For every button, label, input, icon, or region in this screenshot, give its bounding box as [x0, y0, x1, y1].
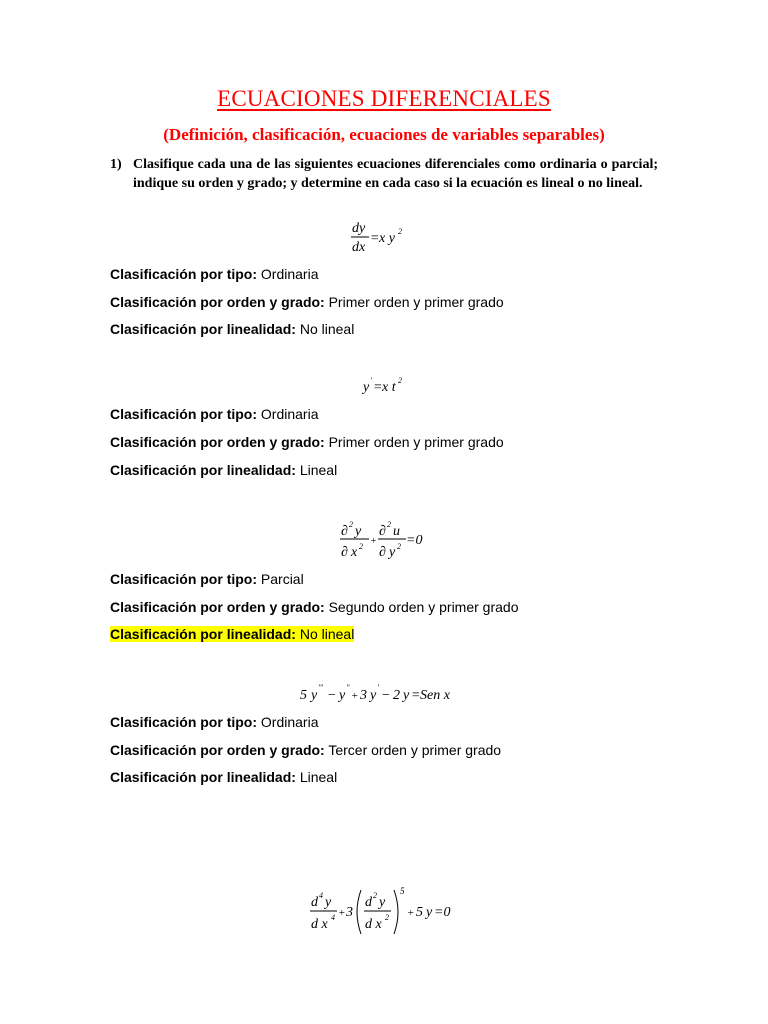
svg-text:2: 2 — [398, 227, 402, 236]
svg-text:+: + — [370, 536, 377, 547]
svg-text:d x: d x — [365, 917, 382, 932]
svg-text:'': '' — [345, 683, 349, 692]
tipo-value: Ordinaria — [260, 266, 319, 282]
linealidad-value: Lineal — [299, 769, 338, 785]
svg-text:y: y — [402, 688, 409, 703]
item-3-linealidad-highlighted — [110, 626, 354, 642]
tipo-value: Parcial — [260, 571, 304, 587]
equation-3-formula — [339, 518, 429, 564]
item-4-orden — [110, 742, 501, 758]
svg-text:2: 2 — [373, 891, 377, 900]
svg-text:5: 5 — [416, 905, 423, 920]
page-subtitle: (Definición, clasificación, ecuaciones de variables separables) — [163, 125, 605, 144]
tipo-value: Ordinaria — [260, 406, 319, 422]
svg-text:y: y — [369, 688, 376, 703]
svg-text:2: 2 — [359, 542, 363, 551]
svg-text:u: u — [393, 524, 400, 539]
item-2-tipo — [110, 406, 319, 422]
svg-text:2: 2 — [385, 913, 389, 922]
orden-value: Tercer orden y primer grado — [328, 742, 502, 758]
svg-text:5: 5 — [400, 886, 405, 896]
svg-text:d: d — [365, 895, 372, 910]
svg-text:d x: d x — [311, 917, 328, 932]
svg-text:y: y — [325, 895, 332, 910]
item-4-linealidad — [110, 769, 337, 785]
equation-4 — [0, 682, 768, 706]
linealidad-label: Clasificación por linealidad: — [110, 769, 296, 785]
svg-text:y: y — [355, 524, 362, 539]
svg-text:x: x — [351, 545, 358, 560]
svg-text:3: 3 — [359, 688, 367, 703]
svg-text:y: y — [363, 380, 370, 395]
svg-text:∂: ∂ — [379, 545, 386, 560]
svg-text:+: + — [350, 690, 358, 702]
equation-5 — [0, 886, 768, 938]
svg-text:4: 4 — [331, 913, 335, 922]
equation-2 — [0, 376, 768, 398]
item-2-linealidad — [110, 462, 337, 478]
svg-text:dx: dx — [352, 240, 366, 255]
item-1-orden — [110, 294, 504, 310]
linealidad-label: Clasificación por linealidad: — [110, 321, 296, 337]
tipo-label: Clasificación por tipo: — [110, 714, 258, 730]
page-title: ECUACIONES DIFERENCIALES — [217, 86, 551, 111]
svg-text:2: 2 — [349, 520, 353, 529]
equation-2-formula — [359, 376, 409, 398]
orden-label: Clasificación por orden y grado: — [110, 434, 325, 450]
equation-5-formula — [309, 886, 459, 938]
svg-text:dy: dy — [352, 221, 366, 236]
tipo-label: Clasificación por tipo: — [110, 571, 258, 587]
question-1 — [110, 156, 658, 193]
linealidad-label: Clasificación por linealidad: — [110, 626, 296, 642]
svg-text:=0: =0 — [434, 905, 451, 920]
svg-text:x y: x y — [379, 231, 395, 246]
item-1-tipo — [110, 266, 319, 282]
linealidad-value: No lineal — [299, 626, 355, 642]
orden-label: Clasificación por orden y grado: — [110, 599, 325, 615]
svg-text:y: y — [426, 905, 433, 920]
svg-text:4: 4 — [319, 891, 323, 900]
orden-value: Primer orden y primer grado — [328, 294, 504, 310]
svg-text:2: 2 — [397, 542, 401, 551]
svg-text:y: y — [379, 895, 386, 910]
item-2-orden — [110, 434, 504, 450]
item-1-linealidad — [110, 321, 354, 337]
equation-3 — [0, 518, 768, 564]
svg-text:2: 2 — [398, 376, 402, 385]
svg-text:y: y — [310, 688, 317, 703]
svg-text:y: y — [338, 688, 345, 703]
svg-text:=: = — [410, 688, 420, 703]
svg-text:': ' — [370, 376, 372, 385]
item-4-tipo — [110, 714, 319, 730]
svg-text:=0: =0 — [406, 533, 423, 548]
svg-text:': ' — [376, 683, 379, 692]
svg-text:2: 2 — [392, 688, 400, 703]
orden-value: Primer orden y primer grado — [328, 434, 504, 450]
svg-text:y: y — [389, 545, 396, 560]
svg-text:3: 3 — [346, 905, 353, 920]
question-text: Clasifique cada una de las siguientes ecuaciones diferenciales como ordinaria o parcial; indique su orden y grado; y determine en cada caso si la ecuación es lineal o no lineal. — [133, 157, 658, 191]
item-3-orden — [110, 599, 519, 615]
svg-text:Sen x: Sen x — [419, 688, 450, 703]
orden-label: Clasificación por orden y grado: — [110, 294, 325, 310]
svg-text:+: + — [407, 907, 415, 919]
svg-text:2: 2 — [387, 520, 391, 529]
item-3-tipo — [110, 571, 304, 587]
linealidad-value: Lineal — [299, 462, 338, 478]
svg-text:d: d — [311, 895, 318, 910]
tipo-label: Clasificación por tipo: — [110, 406, 258, 422]
svg-text:∂: ∂ — [341, 545, 348, 560]
svg-text:∂: ∂ — [379, 524, 386, 539]
equation-1 — [0, 220, 768, 256]
tipo-value: Ordinaria — [260, 714, 319, 730]
equation-4-formula — [297, 682, 472, 706]
svg-text:x t: x t — [382, 380, 396, 395]
svg-text:''': ''' — [317, 683, 323, 692]
svg-text:−: − — [326, 688, 336, 703]
svg-text:−: − — [380, 688, 390, 703]
svg-text:=: = — [373, 380, 383, 395]
orden-label: Clasificación por orden y grado: — [110, 742, 325, 758]
svg-text:+: + — [338, 907, 346, 919]
orden-value: Segundo orden y primer grado — [328, 599, 519, 615]
linealidad-value: No lineal — [299, 321, 355, 337]
svg-text:∂: ∂ — [341, 524, 348, 539]
linealidad-label: Clasificación por linealidad: — [110, 462, 296, 478]
tipo-label: Clasificación por tipo: — [110, 266, 258, 282]
equation-1-formula — [349, 220, 419, 256]
question-number: 1) — [110, 157, 122, 172]
svg-text:5: 5 — [299, 688, 307, 703]
svg-text:=: = — [370, 231, 380, 246]
